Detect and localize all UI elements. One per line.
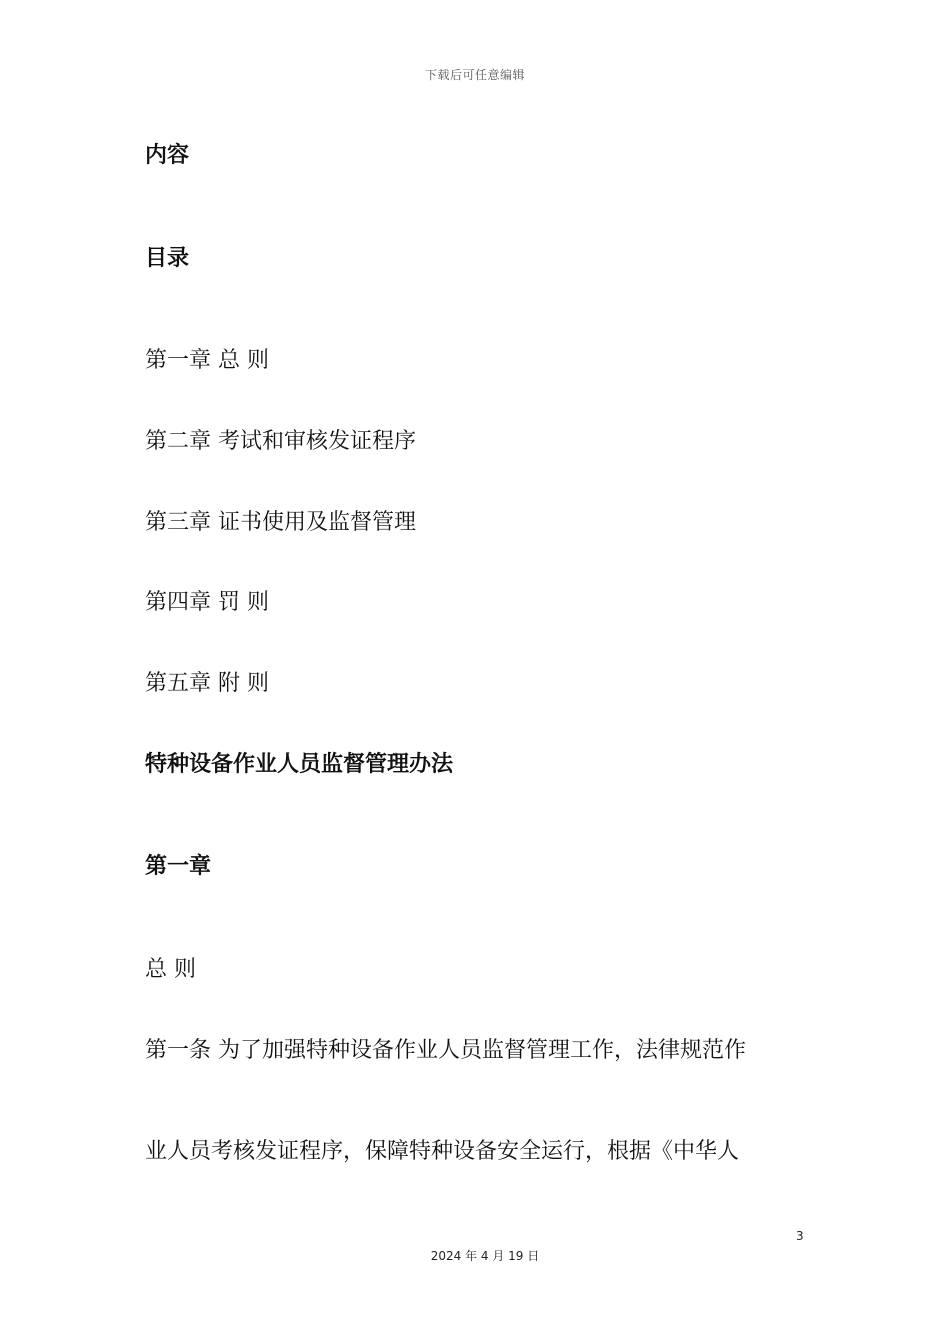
body-line: 业人员考核发证程序，保障特种设备安全运行，根据《中华人 [145,1139,740,1164]
toc-item: 第五章 附 则 [145,671,269,696]
header-note: 下载后可任意编辑 [424,68,525,82]
contents-heading: 内容 [145,143,190,168]
toc-item: 第三章 证书使用及监督管理 [145,510,416,535]
toc-item: 第二章 考试和审核发证程序 [145,429,416,454]
chapter-heading: 第一章 [145,854,212,879]
body-line: 第一条 为了加强特种设备作业人员监督管理工作，法律规范作 [145,1038,746,1063]
document-title: 特种设备作业人员监督管理办法 [145,752,454,777]
footer-date: 2024 年 4 月 19 日 [430,1249,540,1263]
toc-item: 第四章 罚 则 [145,590,269,615]
page-number: 3 [796,1229,804,1243]
toc-heading: 目录 [145,246,190,271]
toc-item: 第一章 总 则 [145,348,269,373]
chapter-subtitle: 总 则 [145,957,196,982]
